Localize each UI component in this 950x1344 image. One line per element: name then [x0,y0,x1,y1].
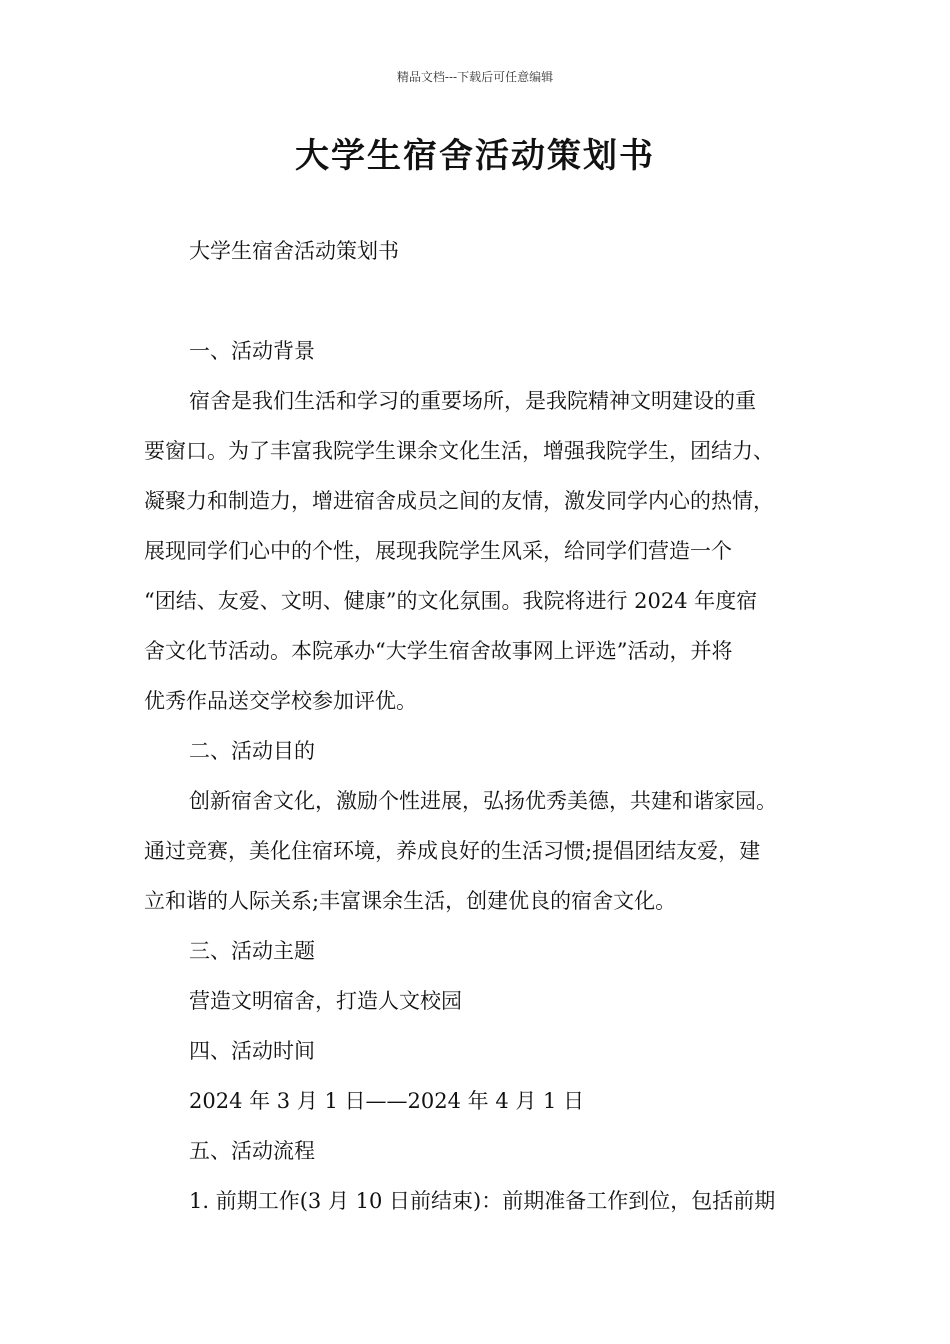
document-body-main [144,326,810,1226]
paragraph-line: 创新宿舍文化，激励个性进展，弘扬优秀美德，共建和谐家园。 [189,789,777,813]
paragraph-line: 凝聚力和制造力，增进宿舍成员之间的友情，激发同学内心的热情， [144,489,774,513]
subtitle: 大学生宿舍活动策划书 [189,239,399,263]
process-item-1: 1. 前期工作(3 月 10 日前结束)：前期准备工作到位，包括前期 [189,1189,776,1213]
theme-text: 营造文明宿舍，打造人文校园 [189,989,462,1013]
paragraph-line: 通过竞赛，美化住宿环境，养成良好的生活习惯;提倡团结友爱，建 [144,839,761,863]
section-heading-background: 一、活动背景 [189,339,315,363]
paragraph-line: 舍文化节活动。本院承办“大学生宿舍故事网上评选”活动，并将 [144,639,733,663]
document-body [144,226,810,276]
paragraph-line: “团结、友爱、文明、健康”的文化氛围。我院将进行 2024 年度宿 [144,589,758,613]
paragraph-line: 展现同学们心中的个性，展现我院学生风采，给同学们营造一个 [144,539,732,563]
section-heading-purpose: 二、活动目的 [189,739,315,763]
header-note: 精品文档---下载后可任意编辑 [396,70,554,84]
section-heading-theme: 三、活动主题 [189,939,315,963]
time-text: 2024 年 3 月 1 日——2024 年 4 月 1 日 [189,1089,585,1113]
section-heading-time: 四、活动时间 [189,1039,315,1063]
paragraph-line: 优秀作品送交学校参加评优。 [144,689,417,713]
paragraph-line: 宿舍是我们生活和学习的重要场所，是我院精神文明建设的重 [189,389,756,413]
paragraph-line: 立和谐的人际关系;丰富课余生活，创建优良的宿舍文化。 [144,889,677,913]
paragraph-line: 要窗口。为了丰富我院学生课余文化生活，增强我院学生，团结力、 [144,439,774,463]
document-title: 大学生宿舍活动策划书 [295,136,655,176]
section-heading-process: 五、活动流程 [189,1139,315,1163]
